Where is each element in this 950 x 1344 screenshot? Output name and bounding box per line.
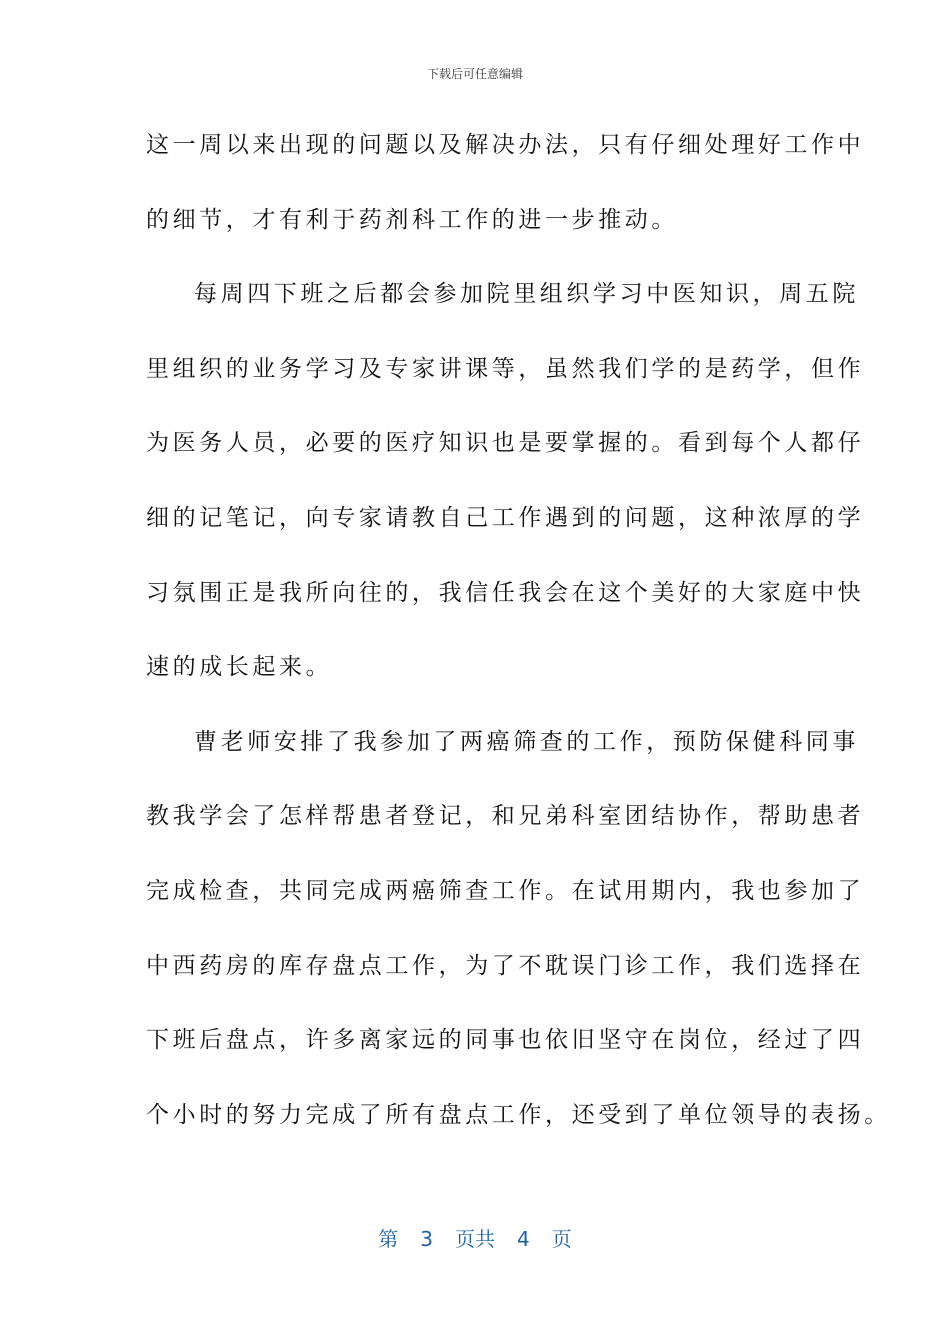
paragraph-line: 教我学会了怎样帮患者登记，和兄弟科室团结协作，帮助患者 — [146, 803, 865, 830]
paragraph-line: 下班后盘点，许多离家远的同事也依旧坚守在岗位，经过了四 — [146, 1027, 865, 1054]
page-header: 下载后可任意编辑 — [426, 67, 523, 81]
paragraph-line: 速的成长起来。 — [146, 654, 333, 681]
paragraph-line: 为医务人员，必要的医疗知识也是要掌握的。看到每个人都仔 — [146, 430, 865, 457]
total-pages-number: 4 — [517, 1227, 530, 1251]
paragraph-line: 的细节，才有利于药剂科工作的进一步推动。 — [146, 206, 678, 233]
paragraph-first-line: 曹老师安排了我参加了两癌筛查的工作，预防保健科同事 — [194, 728, 859, 755]
paragraph-first-line: 每周四下班之后都会参加院里组织学习中医知识，周五院 — [194, 281, 859, 308]
current-page-number: 3 — [420, 1227, 433, 1251]
paragraph-line: 中西药房的库存盘点工作，为了不耽误门诊工作，我们选择在 — [146, 952, 865, 979]
page-label-suffix: 页 — [551, 1227, 572, 1251]
paragraph-line: 细的记笔记，向专家请教自己工作遇到的问题，这种浓厚的学 — [146, 504, 865, 531]
paragraph-line: 习氛围正是我所向往的，我信任我会在这个美好的大家庭中快 — [146, 579, 865, 606]
paragraph-line: 完成检查，共同完成两癌筛查工作。在试用期内，我也参加了 — [146, 877, 865, 904]
paragraph-line: 里组织的业务学习及专家讲课等，虽然我们学的是药学，但作 — [146, 355, 865, 382]
page-number-footer — [0, 1226, 950, 1252]
page-label-prefix: 第 — [378, 1227, 399, 1251]
page-label-middle: 页共 — [455, 1227, 495, 1251]
document-body — [146, 126, 891, 1170]
paragraph-line: 个小时的努力完成了所有盘点工作，还受到了单位领导的表扬。 — [146, 1101, 891, 1128]
paragraph-line: 这一周以来出现的问题以及解决办法，只有仔细处理好工作中 — [146, 132, 865, 158]
